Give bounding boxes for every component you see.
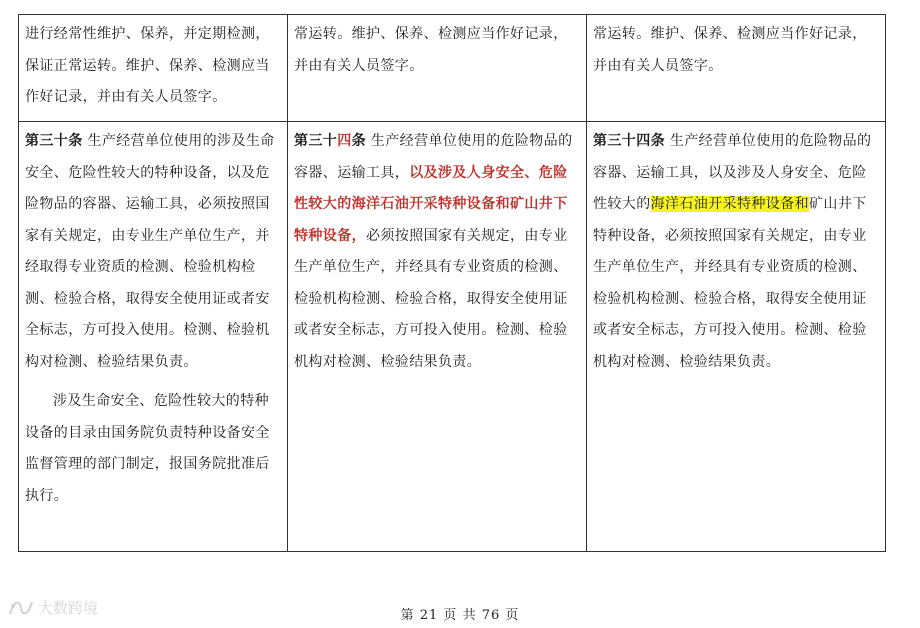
article-number: 第三十 (294, 133, 338, 149)
table-cell (19, 122, 288, 552)
table-cell (288, 122, 587, 552)
article-text: 矿山井下特种设备，必须按照国家有关规定，由专业生产单位生产，并经具有专业资质的检测、检验机构检测、检验合格，取得安全使用证或者安全标志，方可投入使用。检测、检验机构对检测、检验结果负责。 (593, 196, 867, 370)
table-cell (587, 15, 886, 122)
article-number-changed: 四 (337, 133, 352, 149)
highlighted-text: 海洋石油开采特种设备和 (650, 196, 810, 212)
comparison-table (18, 14, 886, 552)
article-paragraph (294, 126, 580, 378)
article-text: 必须按照国家有关规定，由专业生产单位生产，并经具有专业资质的检测、检验机构检测、检验合格，取得安全使用证或者安全标志，方可投入使用。检测、检验机构对检测、检验结果负责。 (294, 227, 568, 370)
article-text: 生产经营单位使用的危险物品的容器、运输工具，以及涉及人身安全、危险性较大的 (593, 133, 872, 212)
table-row (19, 122, 886, 552)
cell-text: 进行经常性维护、保养，并定期检测，保证正常运转。维护、保养、检测应当作好记录，并由有关人员签字。 (25, 26, 270, 105)
watermark-text: 大数跨境 (38, 599, 99, 617)
page-number: 第 21 页 共 76 页 (400, 608, 520, 623)
table-row (19, 15, 886, 122)
table-cell (587, 122, 886, 552)
article-number: 第三十条 (25, 133, 83, 149)
revised-text: 以及涉及人身安全、危险性较大的海洋石油开采特种设备和矿山井下特种设备， (294, 164, 568, 244)
cell-text: 常运转。维护、保养、检测应当作好记录，并由有关人员签字。 (294, 26, 568, 74)
article-number: 第三十四条 (593, 133, 665, 149)
table-cell (19, 15, 288, 122)
table-cell (288, 15, 587, 122)
article-text: 生产经营单位使用的危险物品的容器、运输工具， (294, 133, 573, 181)
article-number: 条 (351, 133, 367, 149)
article-paragraph: 涉及生命安全、危险性较大的特种设备的目录由国务院负责特种设备安全监督管理的部门制定，报国务院批准后执行。 (25, 393, 270, 504)
article-text: 生产经营单位使用的涉及生命安全、危险性较大的特种设备，以及危险物品的容器、运输工具，必须按照国家有关规定，由专业生产单位生产，并经取得专业资质的检测、检验机构检测、检验合格，取得安全使用证或者安全标志，方可投入使用。检测、检验机构对检测、检验结果负责。 (25, 133, 275, 370)
cell-text: 常运转。维护、保养、检测应当作好记录，并由有关人员签字。 (593, 26, 867, 74)
article-paragraph (25, 126, 281, 378)
article-paragraph (593, 126, 879, 378)
